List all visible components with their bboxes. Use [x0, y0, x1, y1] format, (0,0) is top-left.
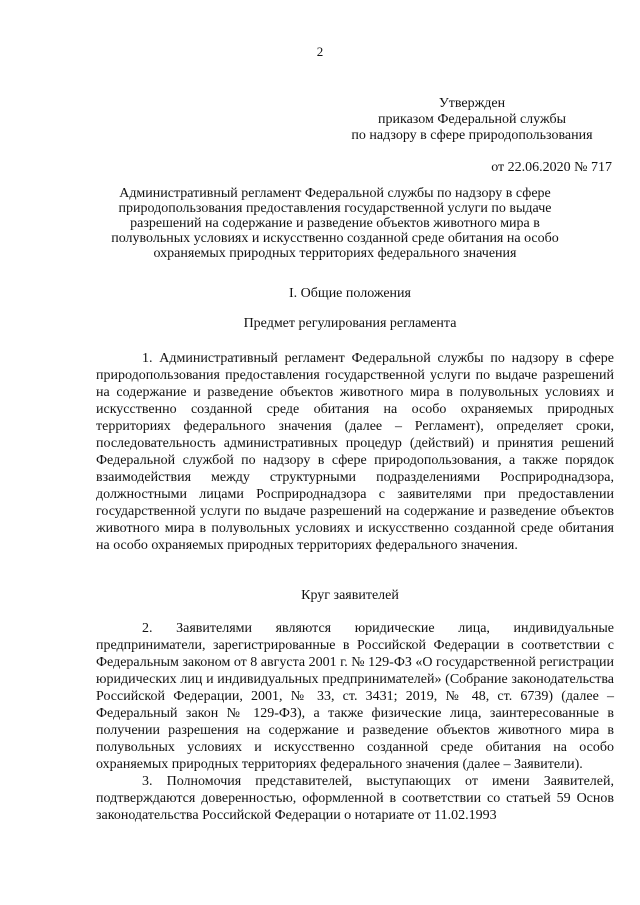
- approval-line-1: Утвержден: [438, 96, 506, 111]
- paragraph-2-3-block: [96, 620, 614, 824]
- approval-block: [332, 96, 612, 176]
- paragraph-3: 3. Полномочия представителей, выступающих от имени Заявителей, подтверждаются доверенностью, оформленной в соответствии со статьей 59 Основ законодательства Российской Федерации о нотариате от 11.02.1993: [96, 774, 614, 823]
- approval-line-2: приказом Федеральной службы: [378, 112, 566, 127]
- approval-line-3: по надзору в сфере природопользования: [351, 128, 593, 143]
- paragraph-1: 1. Административный регламент Федеральной службы по надзору в сфере природопользования предоставления государственной услуги по выдаче разрешений на содержание и разведение объектов животного мира в полувольных условиях и искусственно созданной среде обитания на особо охраняемых природных территориях федерального значения (далее – Регламент), определяет сроки, последовательность административных процедур (действий) и принятия решений Федеральной службой по надзору в сфере природопользования, а также порядок взаимодействия между структурными подразделениями Росприроднадзора, должностными лицами Росприроднадзора с заявителями при предоставлении государственной услуги по выдаче разрешений на содержание и разведение объектов животного мира в полувольных условиях и искусственно созданной среде обитания на особо охраняемых природных территориях федерального значения.: [96, 351, 614, 553]
- document-title: Административный регламент Федеральной службы по надзору в сфере природопользования предоставления государственной услуги по выдаче разрешений на содержание и разведение объектов животного мира в полувольных условиях и искусственно созданной среде обитания на особо охраняемых природных территориях федерального значения: [111, 186, 559, 261]
- page-number: 2: [316, 44, 324, 59]
- approval-date: от 22.06.2020 № 717: [491, 160, 612, 175]
- paragraph-1-block: [96, 350, 614, 554]
- subsection-heading-subject: Предмет регулирования регламента: [243, 316, 457, 331]
- section-heading: I. Общие положения: [289, 286, 411, 301]
- subsection-heading-applicants: Круг заявителей: [301, 588, 399, 603]
- paragraph-2: 2. Заявителями являются юридические лица, индивидуальные предприниматели, зарегистрированные в Российской Федерации в соответствии с Федеральным законом от 8 августа 2001 г. № 129-ФЗ «О государственной регистрации юридических лиц и индивидуальных предпринимателей» (Собрание законодательства Российской Федерации, 2001, № 33, ст. 3431; 2019, № 48, ст. 6739) (далее – Федеральный закон № 129-ФЗ), а также физические лица, заинтересованные в получении разрешения на содержание и разведение объектов животного мира в полувольных условиях и искусственно созданной среде обитания на особо охраняемых природных территориях федерального значения (далее – Заявители).: [96, 621, 614, 772]
